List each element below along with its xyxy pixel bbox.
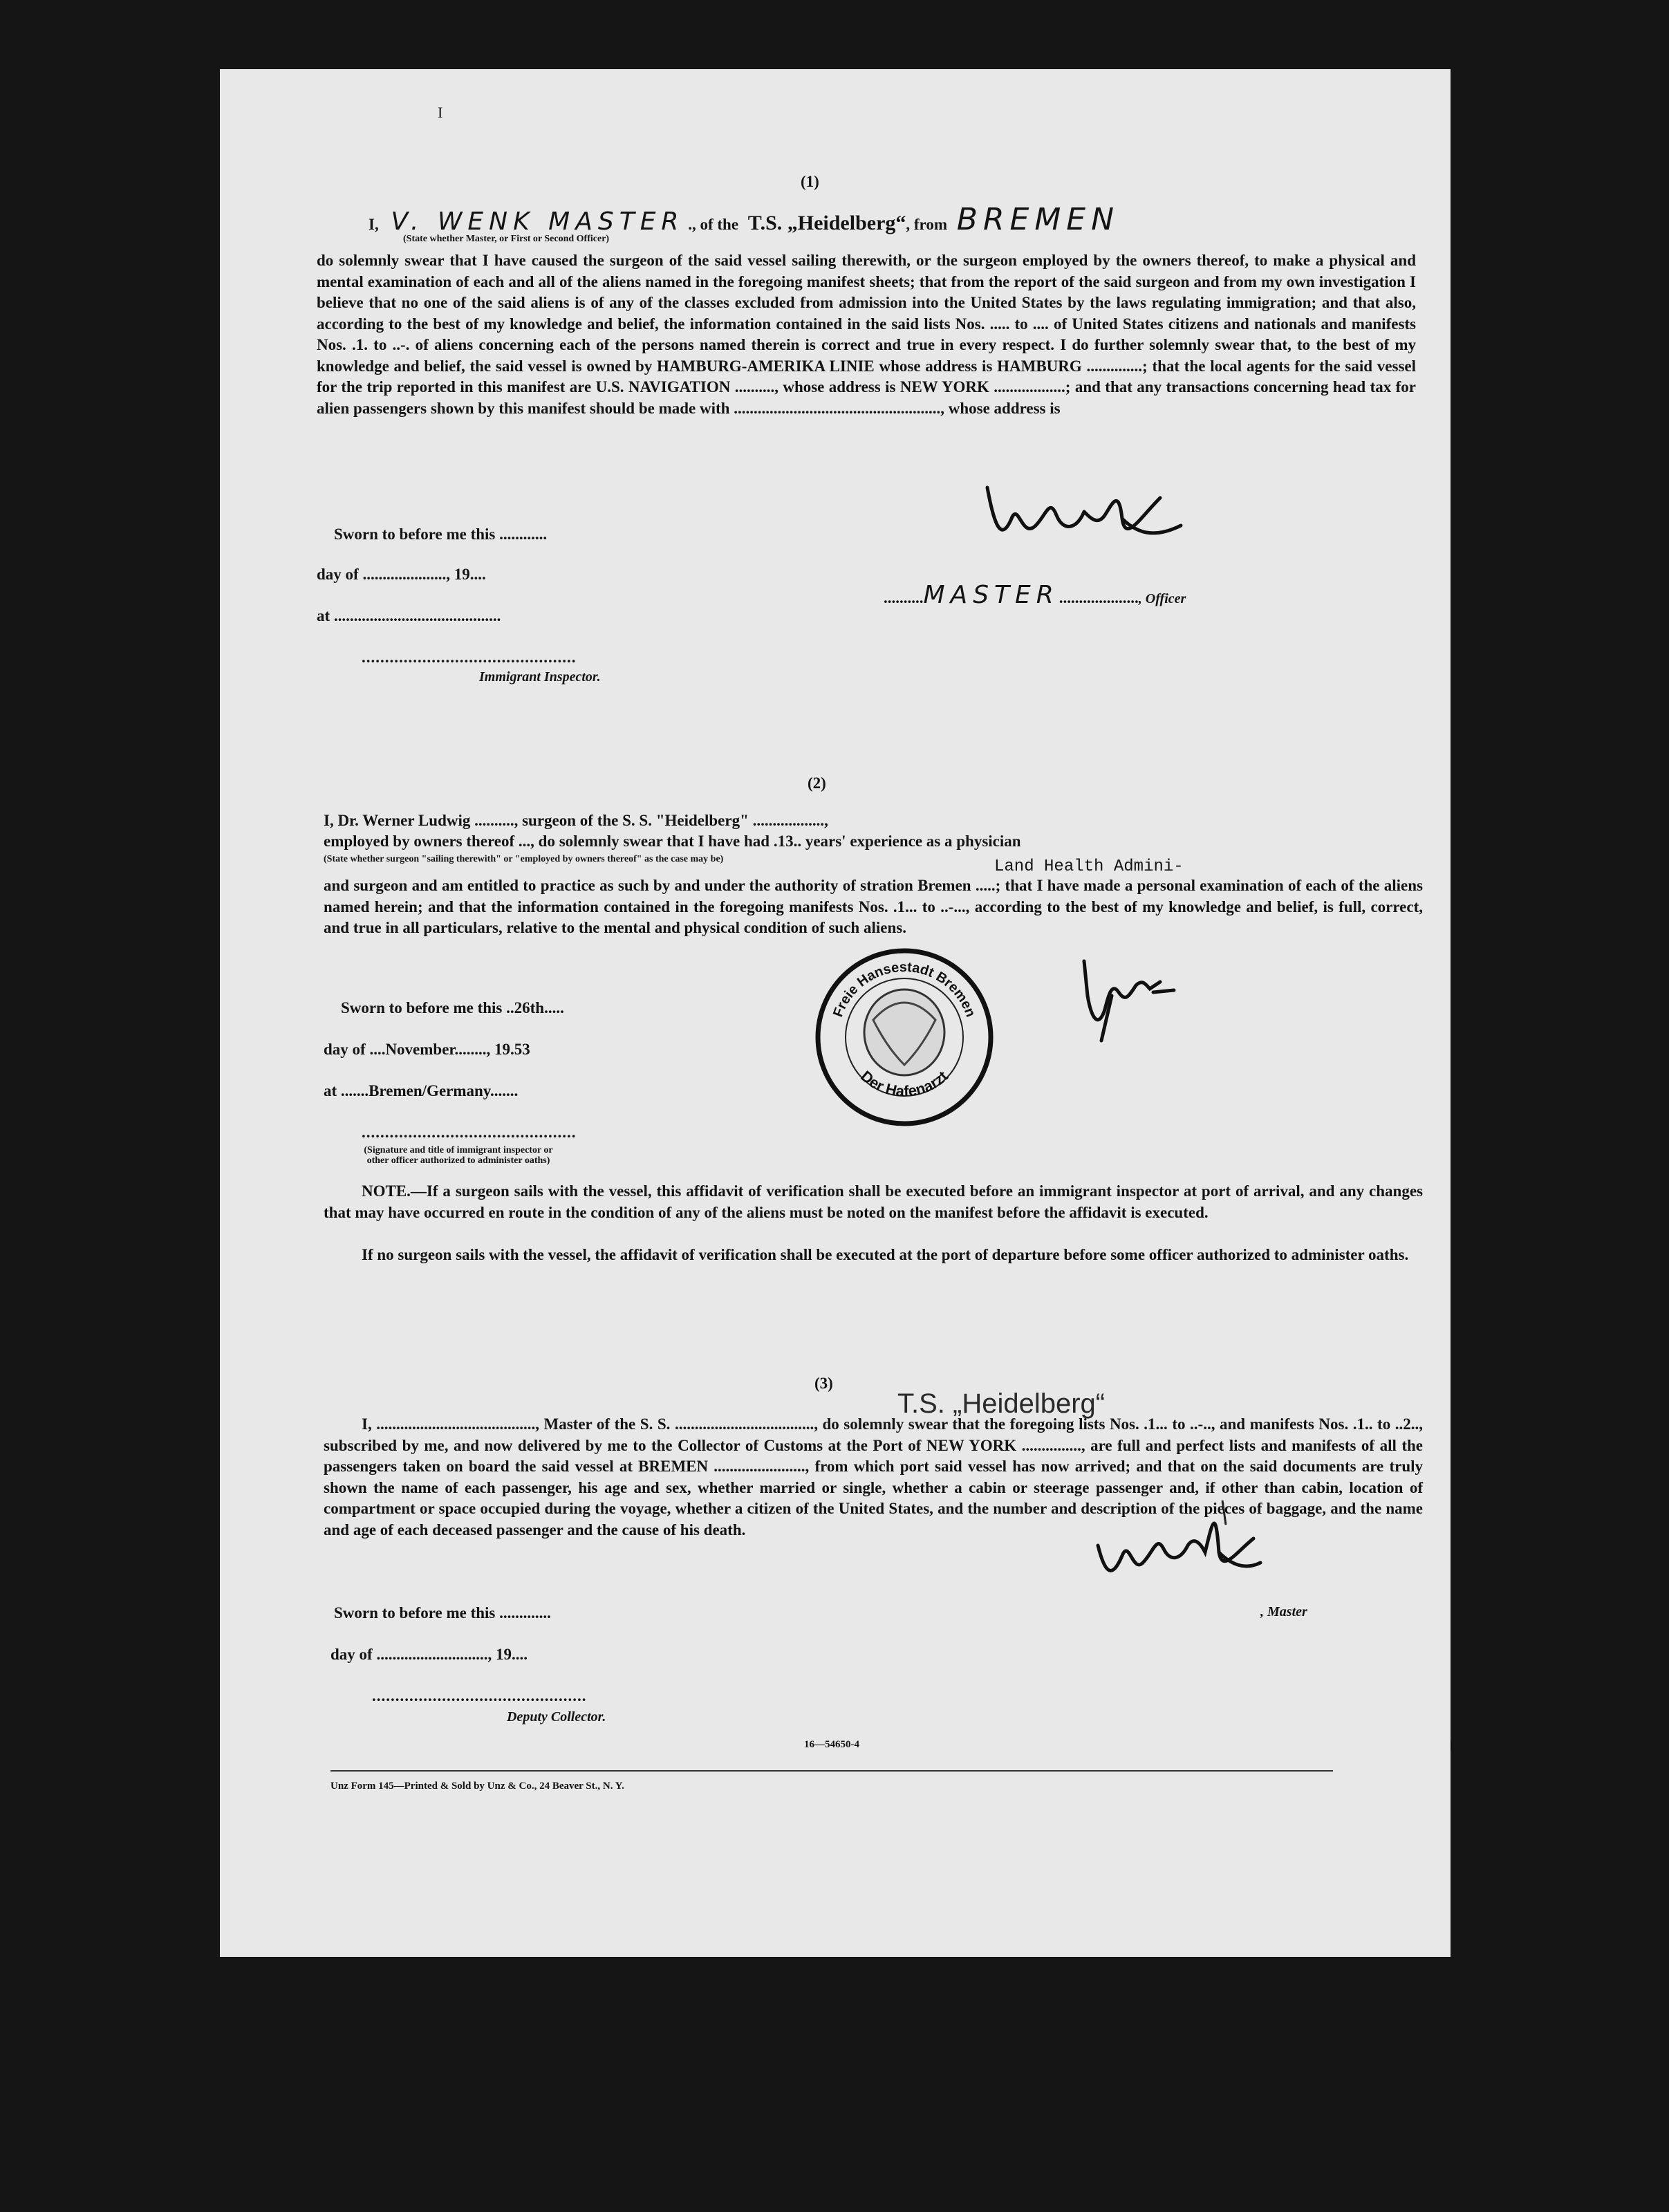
sworn-line-1: Sworn to before me this ............ <box>334 526 548 543</box>
form-code: 16—54650-4 <box>804 1739 859 1750</box>
seal-top-text: Freie Hansestadt Bremen <box>830 959 978 1019</box>
ship-stamp: T.S. „Heidelberg“ <box>897 1388 1106 1419</box>
document-page <box>220 69 1451 1957</box>
seal-bottom-text: Der Hafenarzt <box>857 1067 951 1100</box>
of-the-text: ., of the <box>688 216 739 233</box>
section-3-number: (3) <box>814 1375 833 1392</box>
master-note: (State whether Master, or First or Second Officer) <box>403 234 610 244</box>
footer-rule <box>330 1770 1333 1772</box>
departure-port: BREMEN <box>956 202 1120 237</box>
ship-name: T.S. „Heidelberg“ <box>747 212 906 234</box>
master-caption-3: , Master <box>1260 1604 1307 1619</box>
section-2-number: (2) <box>808 774 826 792</box>
collector-sig-line: .............................................. <box>372 1687 587 1704</box>
harbor-doctor-seal <box>811 944 998 1131</box>
from-text: from <box>913 216 948 233</box>
master-signature-1 <box>980 477 1188 553</box>
authority-top: Land Health Admini- <box>994 857 1184 876</box>
master-signature-3 <box>1084 1497 1264 1587</box>
at-line-2: at .......Bremen/Germany....... <box>324 1082 519 1099</box>
officer-sig-caption: (Signature and title of immigrant inspector or other officer authorized to administer oaths) <box>364 1145 553 1166</box>
master-title-hand: MASTER <box>923 581 1059 609</box>
sworn-line-3: Sworn to before me this ............. <box>334 1604 551 1621</box>
day-line-2: day of ....November........, 19.53 <box>324 1041 530 1058</box>
surgeon-note-2: If no surgeon sails with the vessel, the affidavit of verification shall be executed at the port of departure before some officer authorized to administer oaths. <box>362 1246 1409 1263</box>
officer-sig-line: .............................................. <box>362 1124 577 1141</box>
corner-mark: I <box>438 104 443 121</box>
master-name: V. WENK MASTER <box>391 207 684 236</box>
sworn-line-2: Sworn to before me this ..26th..... <box>341 999 564 1016</box>
section-1-number: (1) <box>801 173 819 190</box>
section-3-paragraph: I, ........................................, Master of the S. S. ..................................., do solemnly swear that the foregoing lists Nos. .1... to ..-.., and manifests Nos. .1.. to ..2.., subscribed by me, and now delivered by me to the Collector of Customs at the Port of NEW YORK ..............., are full and perfect lists and manifests of all the passengers taken on board the said vessel at BREMEN ......................., from which port said vessel has now arrived; and that on the said documents are truly shown the name of each passenger, his age and sex, whether married or single, whether a cabin or steerage passenger and, if other than cabin, location of compartment or space occupied during the voyage, whether a citizen of the United States, and the number and description of the pieces of baggage, and the name and age of each deceased passenger and the cause of his death. <box>324 1415 1423 1539</box>
printer-credit: Unz Form 145—Printed & Sold by Unz & Co., 24 Beaver St., N. Y. <box>330 1781 624 1792</box>
at-line-1: at .......................................... <box>317 607 501 624</box>
section-1-header: I, V. WENK MASTER ., of the T.S. „Heidelberg“, from BREMEN <box>369 202 1120 237</box>
lead-i: I, <box>369 216 379 233</box>
day-line-1: day of ....................., 19.... <box>317 566 486 583</box>
section-1-paragraph: do solemnly swear that I have caused the surgeon of the said vessel sailing therewith, or the surgeon employed by the owners thereof, to make a physical and mental examination of each and all of the aliens named in the foregoing manifest sheets; that from the report of the said surgeon and from my own investigation I believe that no one of the said aliens is of any of the classes excluded from admission into the United States by the laws regulating immigration; and that also, according to the best of my knowledge and belief, the information contained in the said lists Nos. ..... to .... of United States citizens and nationals and manifests Nos. .1. to ..-. of aliens concerning each of the persons named therein is correct and true in every respect. I do further solemnly swear that, to the best of my knowledge and belief, the said vessel is owned by HAMBURG-AMERIKA LINIE whose address is HAMBURG ..............; that the local agents for the said vessel for the trip reported in this manifest are U.S. NAVIGATION .........., whose address is NEW YORK ..................; and that any transactions concerning head tax for alien passengers shown by this manifest should be made with ...................................................., whose address is <box>317 252 1416 417</box>
master-title-line: ..........MASTER...................., Officer <box>884 581 1186 609</box>
inspector-sig-line: .............................................. <box>362 649 577 666</box>
section-2-paragraph: and surgeon and am entitled to practice as such by and under the authority of stration Bremen .....; that I have made a personal examination of each of the aliens named herein; and that the information contained in the foregoing manifests Nos. .1... to ..-..., according to the best of my knowledge and belief, is full, correct, and true in all particulars, relative to the mental and physical condition of such aliens. <box>324 877 1423 936</box>
officer-caption: , Officer <box>1138 591 1186 606</box>
collector-caption: Deputy Collector. <box>507 1709 606 1725</box>
surgeon-signature <box>1070 954 1181 1044</box>
day-line-3: day of ............................, 19.... <box>330 1646 528 1663</box>
surgeon-line-2: employed by owners thereof ..., do solemnly swear that I have had .13.. years' experience as a physician <box>324 833 1021 850</box>
surgeon-note-1: NOTE.—If a surgeon sails with the vessel, this affidavit of verification shall be executed before an immigrant inspector at port of arrival, and any changes that may have occurred en route in the condition of any of the aliens must be noted on the manifest before the affidavit is executed. <box>324 1182 1423 1221</box>
surgeon-note: (State whether surgeon "sailing therewith" or "employed by owners thereof" as the case may be) <box>324 854 724 864</box>
inspector-caption: Immigrant Inspector. <box>479 669 601 685</box>
surgeon-line-1: I, Dr. Werner Ludwig .........., surgeon of the S. S. "Heidelberg" .................., <box>324 812 828 829</box>
